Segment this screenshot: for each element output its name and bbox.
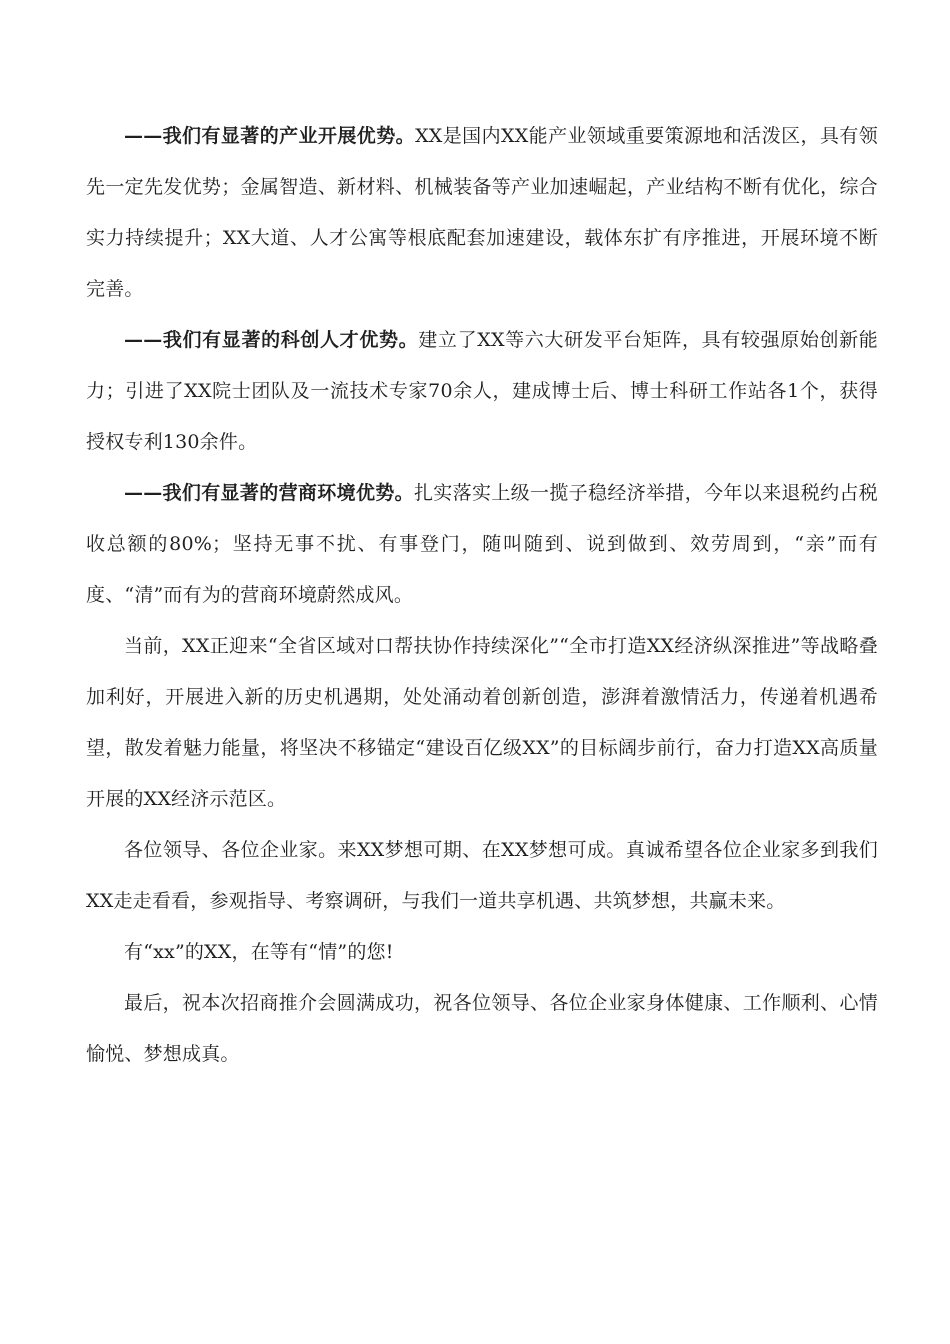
paragraph-closing-wishes <box>86 978 878 1080</box>
paragraph-business-environment <box>86 468 878 621</box>
document-body <box>86 111 878 1080</box>
paragraph-lead: ——我们有显著的营商环境优势。 <box>124 482 414 504</box>
paragraph-text: 扎实落实上级一揽子稳经济举措，今年以来退税约占税收总额的80%；坚持无事不扰、有事登门，随叫随到、说到做到、效劳周到，“亲”而有度、“清”而有为的营商环境蔚然成风。 <box>86 482 878 606</box>
paragraph-text: XX是国内XX能产业领域重要策源地和活泼区，具有领先一定先发优势；金属智造、新材料、机械装备等产业加速崛起，产业结构不断有优化，综合实力持续提升；XX大道、人才公寓等根底配套加速建设，载体东扩有序推进，开展环境不断完善。 <box>86 125 878 300</box>
paragraph-slogan <box>86 927 878 978</box>
paragraph-talent-advantage <box>86 315 878 468</box>
paragraph-invitation <box>86 825 878 927</box>
paragraph-text: 有“xx”的XX，在等有“情”的您! <box>124 941 394 963</box>
paragraph-lead: ——我们有显著的科创人才优势。 <box>124 329 419 351</box>
paragraph-text: 当前，XX正迎来“全省区域对口帮扶协作持续深化”“全市打造XX经济纵深推进”等战略叠加利好，开展进入新的历史机遇期，处处涌动着创新创造，澎湃着激情活力，传递着机遇希望，散发着魅力能量，将坚决不移锚定“建设百亿级XX”的目标阔步前行，奋力打造XX高质量开展的XX经济示范区。 <box>86 635 878 810</box>
paragraph-text: 各位领导、各位企业家。来XX梦想可期、在XX梦想可成。真诚希望各位企业家多到我们XX走走看看，参观指导、考察调研，与我们一道共享机遇、共筑梦想，共赢未来。 <box>86 839 878 912</box>
paragraph-current-opportunity <box>86 621 878 825</box>
paragraph-text: 最后，祝本次招商推介会圆满成功，祝各位领导、各位企业家身体健康、工作顺利、心情愉悦、梦想成真。 <box>86 992 878 1065</box>
paragraph-lead: ——我们有显著的产业开展优势。 <box>124 125 416 147</box>
paragraph-industry-advantage <box>86 111 878 315</box>
paragraph-text: 建立了XX等六大研发平台矩阵，具有较强原始创新能力；引进了XX院士团队及一流技术专家70余人，建成博士后、博士科研工作站各1个，获得授权专利130余件。 <box>86 329 878 453</box>
